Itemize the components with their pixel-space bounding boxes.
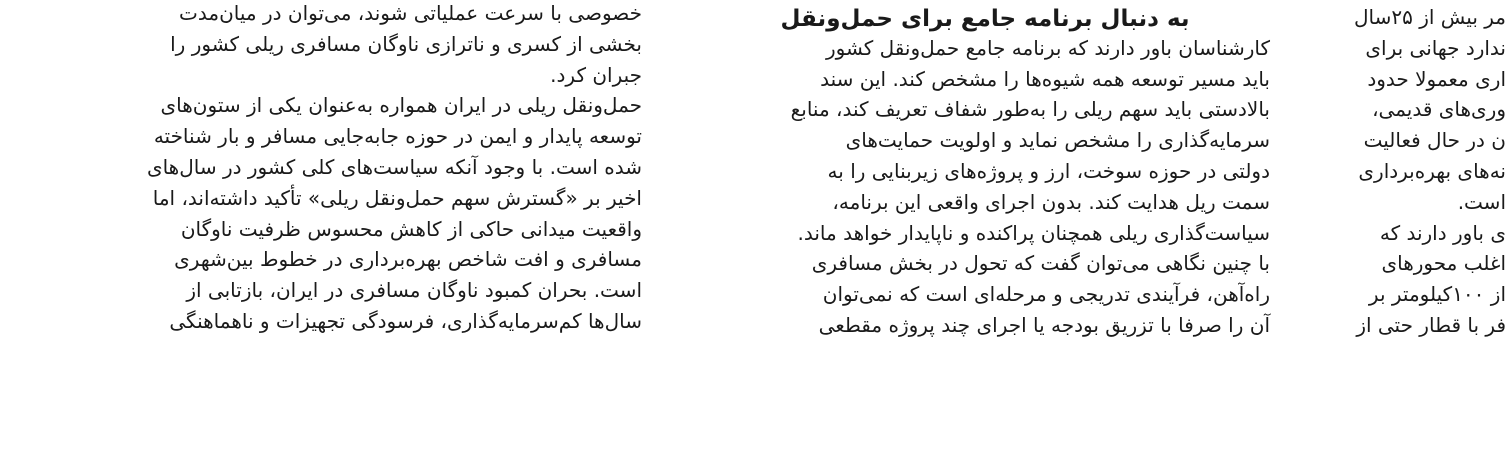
text-line: توسعه پایدار و ایمن در حوزه جابه‌جایی مسافر و بار شناخته bbox=[153, 124, 642, 149]
text-line: دولتی در حوزه سوخت، ارز و پروژه‌های زیربنایی را به bbox=[827, 158, 1270, 183]
text-line: است. bbox=[1457, 189, 1506, 214]
text-line: راه‌آهن، فرآیندی تدریجی و مرحله‌ای است که نمی‌توان bbox=[822, 282, 1270, 307]
text-line: از ۱۰۰کیلومتر بر bbox=[1368, 282, 1506, 307]
text-line: وری‌های قدیمی، bbox=[1372, 97, 1506, 122]
text-line: سال‌ها کم‌سرمایه‌گذاری، فرسودگی تجهیزات و ناهماهنگی bbox=[169, 308, 642, 333]
text-line: ندارد جهانی برای bbox=[1365, 35, 1506, 60]
text-line: مر بیش از ۲۵سال bbox=[1353, 5, 1506, 29]
text-line: سیاست‌گذاری ریلی همچنان پراکنده و ناپایدار خواهد ماند. bbox=[797, 220, 1270, 245]
text-line: سمت ریل هدایت کند. بدون اجرای واقعی این برنامه، bbox=[832, 189, 1270, 214]
text-line: سرمایه‌گذاری را مشخص نماید و اولویت حمایت‌های bbox=[845, 128, 1270, 153]
text-line: اری معمولا حدود bbox=[1367, 66, 1506, 91]
text-line: اغلب محورهای bbox=[1381, 251, 1506, 276]
text-line: بالادستی باید سهم ریلی را به‌طور شفاف تعریف کند، منابع bbox=[790, 97, 1270, 122]
section-headline: به دنبال برنامه جامع برای حمل‌ونقل bbox=[780, 6, 1190, 32]
article-column-left bbox=[72, 0, 642, 465]
text-line: خصوصی با سرعت عملیاتی شوند، می‌توان در میان‌مدت bbox=[179, 1, 642, 25]
text-line: جبران کرد. bbox=[550, 62, 642, 87]
text-line: با چنین نگاهی می‌توان گفت که تحول در بخش مسافری bbox=[811, 251, 1270, 276]
article-column-middle bbox=[700, 2, 1270, 465]
text-line: بخشی از کسری و ناترازی ناوگان مسافری ریلی کشور را bbox=[170, 31, 642, 56]
text-line: باید مسیر توسعه همه شیوه‌ها را مشخص کند. این سند bbox=[820, 66, 1270, 91]
text-line: شده است. با وجود آنکه سیاست‌های کلی کشور در سال‌های bbox=[146, 154, 642, 179]
article-column-right-cropped bbox=[1296, 2, 1506, 465]
text-line: است. بحران کمبود ناوگان مسافری در ایران، بازتابی از bbox=[186, 278, 642, 303]
text-line: آن را صرفا با تزریق بودجه یا اجرای چند پروژه مقطعی bbox=[818, 312, 1270, 337]
text-line: کارشناسان باور دارند که برنامه جامع حمل‌ونقل کشور bbox=[825, 35, 1270, 60]
text-line: ی باور دارند که bbox=[1379, 220, 1506, 245]
text-line: مسافری و افت شاخص بهره‌برداری در خطوط بین‌شهری bbox=[174, 247, 642, 272]
text-line: اخیر بر «گسترش سهم حمل‌ونقل ریلی» تأکید داشته‌اند، اما bbox=[152, 185, 642, 210]
text-line: واقعیت میدانی حاکی از کاهش محسوس ظرفیت ناوگان bbox=[180, 216, 642, 241]
text-line: ن در حال فعالیت bbox=[1363, 128, 1506, 153]
text-line: فر با قطار حتی از bbox=[1356, 312, 1506, 337]
text-line: نه‌های بهره‌برداری bbox=[1358, 158, 1506, 183]
text-line: حمل‌ونقل ریلی در ایران همواره به‌عنوان یکی از ستون‌های bbox=[160, 93, 642, 118]
